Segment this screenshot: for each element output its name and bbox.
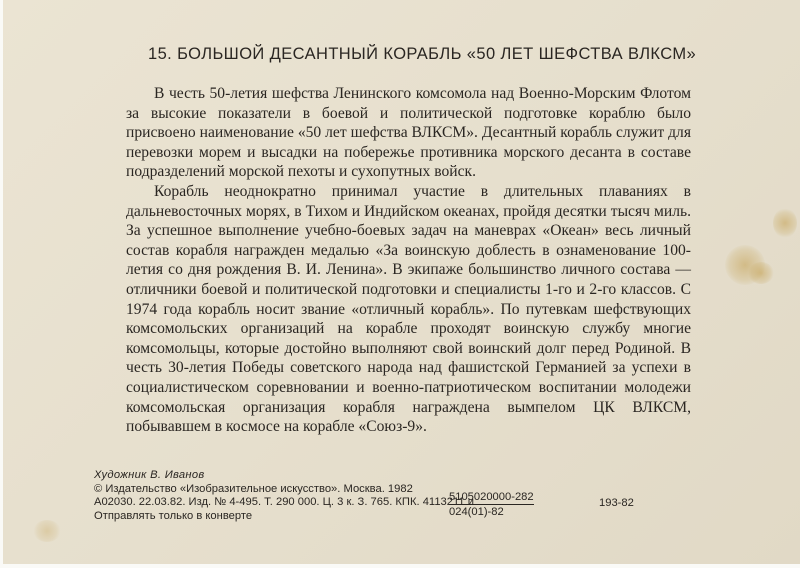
catalog-code: [449, 491, 534, 518]
stain-mark: [748, 262, 774, 284]
catalog-code-denominator: 024(01)-82: [449, 506, 504, 518]
catalog-code-numerator: 5105020000-282: [449, 491, 534, 503]
publisher-line: © Издательство «Изобразительное искусство». Москва. 1982: [94, 482, 413, 495]
artist-credit: Художник В. Иванов: [94, 469, 205, 481]
card-title: 15. БОЛЬШОЙ ДЕСАНТНЫЙ КОРАБЛЬ «50 ЛЕТ ШЕФСТВА ВЛКСМ»: [148, 45, 697, 63]
catalog-code-suffix: 193-82: [599, 497, 634, 509]
mailing-notice: Отправлять только в конверте: [94, 509, 253, 522]
imprint-block: [94, 469, 474, 523]
description-text: [126, 84, 691, 437]
paragraph: В честь 50-летия шефства Ленинского комсомола над Военно-Морским Флотом за высокие показатели в боевой и политической подготовке кораблю было присвоено наименование «50 лет шефства ВЛКСМ». Десантный корабль служит для перевозки морем и высадки на побережье противника морского десанта в составе подразделений морской пехоты и сухопутных войск.: [126, 85, 691, 181]
stain-mark: [33, 520, 61, 542]
imprint-line: А02030. 22.03.82. Изд. № 4-495. Т. 290 000. Ц. 3 к. З. 765. КПК. 4113211 и: [94, 496, 474, 508]
stain-mark: [773, 208, 797, 238]
paragraph: Корабль неоднократно принимал участие в длительных плаваниях в дальневосточных морях, в Тихом и Индийском океанах, пройдя десятки тысяч миль. За успешное выполнение учебно-боевых задач на маневрах «Океан» весь личный состав корабля награжден медалью «За воинскую доблесть в ознаменование 100-летия со дня рождения В. И. Ленина». В экипаже большинство личного состава — отличники боевой и политической подготовки и специалисты 1-го и 2-го классов. С 1974 года корабль носит звание «отличный корабль». По путевкам шефствующих комсомольских организаций на корабле проходят воинскую службу многие комсомольцы, которые достойно выполняют свой воинский долг перед Родиной. В честь 30-летия Победы советского народа над фашистской Германией за успехи в социалистическом соревновании и военно-патриотическом воспитании молодежи комсомольская организация корабля награждена вымпелом ЦК ВЛКСМ, побывавшем в космосе на корабле «Союз-9».: [126, 182, 691, 436]
